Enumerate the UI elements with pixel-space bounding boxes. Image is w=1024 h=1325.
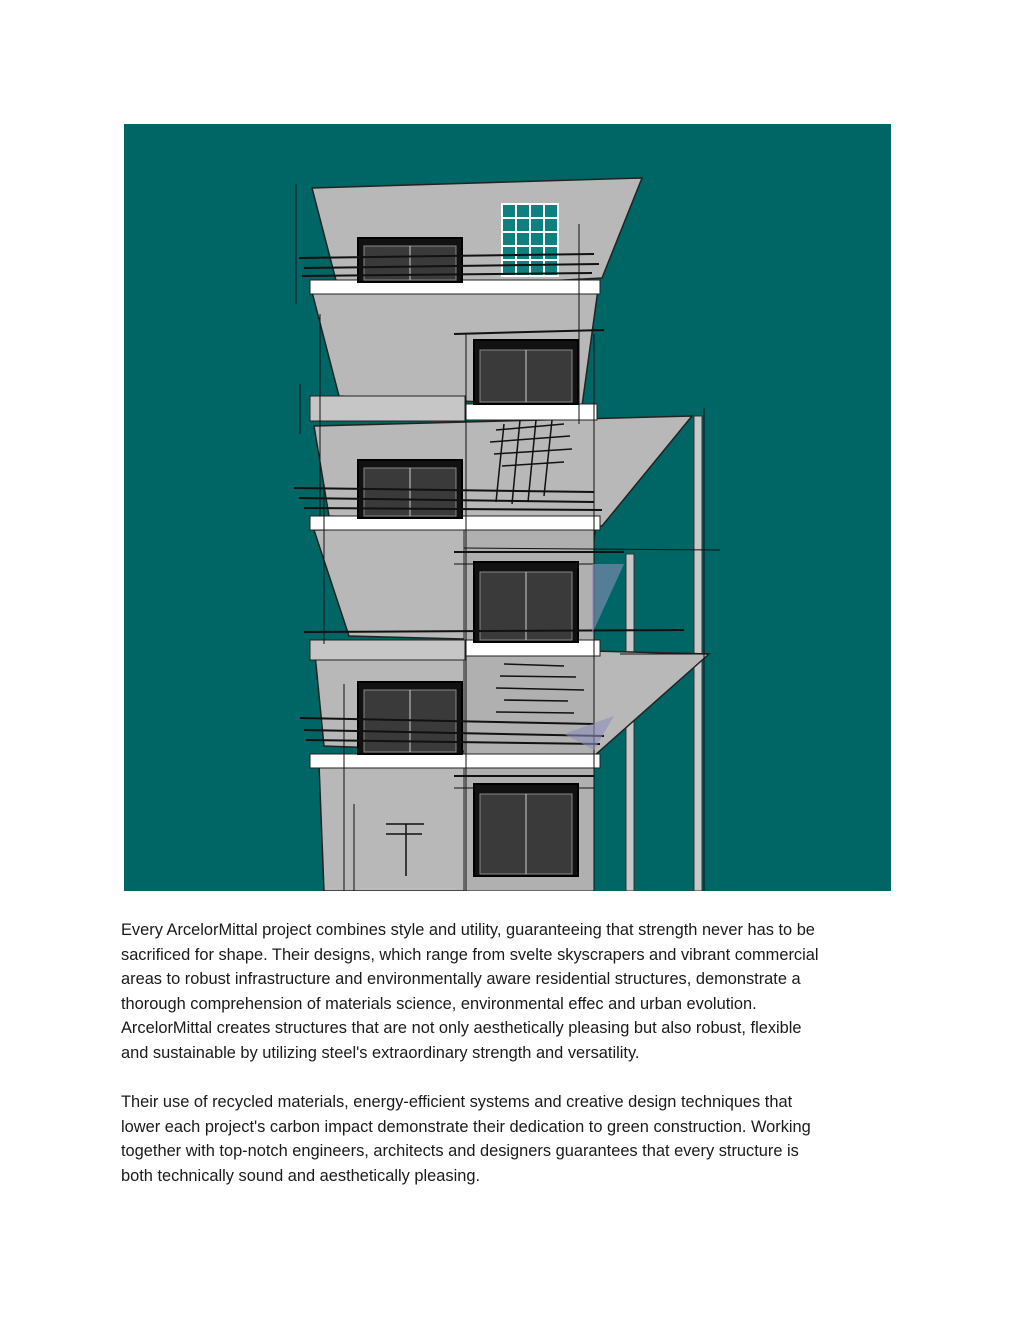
paragraph-2: Their use of recycled materials, energy-efficient systems and creative design techniques that lower each project's carbon impact demonstrate their dedication to green construction. Working together with top-notch engineers, architects and designers guarantees that every structure is both technically sound and aesthetically pleasing. <box>121 1093 811 1185</box>
paragraph-1: Every ArcelorMittal project combines style and utility, guaranteeing that strength never has to be sacrificed for shape. Their designs, which range from svelte skyscrapers and vibrant commercial areas to robust infrastructure and environmentally aware residential structures, demonstrate a thorough comprehension of materials science, environmental effec and urban evolution. ArcelorMittal creates structures that are not only aesthetically pleasing but also robust, flexible and sustainable by utilizing steel's extraordinary strength and versatility. <box>121 921 819 1062</box>
building-sketch-graphic <box>124 124 891 891</box>
building-illustration <box>124 124 891 891</box>
